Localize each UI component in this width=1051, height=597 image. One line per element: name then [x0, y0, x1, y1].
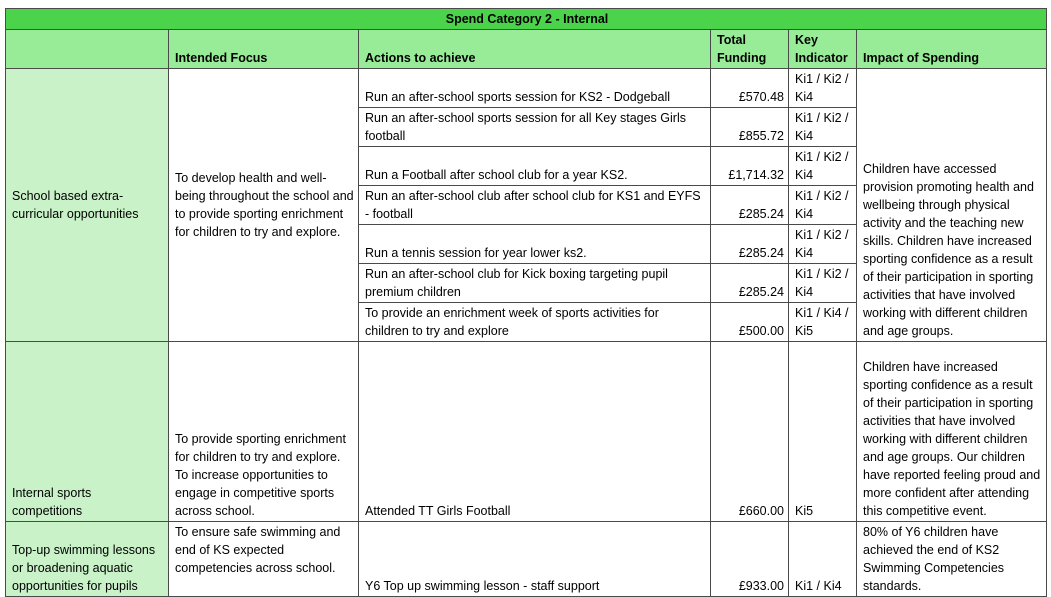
- indicator-cell: Ki5: [789, 342, 857, 522]
- funding-cell: £285.24: [711, 225, 789, 264]
- action-cell: To provide an enrichment week of sports activities for children to try and explore: [359, 303, 711, 342]
- header-impact: Impact of Spending: [857, 30, 1047, 69]
- action-cell: Run an after-school sports session for KS2 - Dodgeball: [359, 69, 711, 108]
- header-category: [6, 30, 169, 69]
- indicator-cell: Ki1 / Ki4: [789, 522, 857, 597]
- indicator-cell: Ki1 / Ki2 / Ki4: [789, 264, 857, 303]
- impact-cell: 80% of Y6 children have achieved the end of KS2 Swimming Competencies standards.: [857, 522, 1047, 597]
- funding-cell: £285.24: [711, 186, 789, 225]
- header-actions: Actions to achieve: [359, 30, 711, 69]
- category-cell: Top-up swimming lessons or broadening aquatic opportunities for pupils: [6, 522, 169, 597]
- indicator-cell: Ki1 / Ki4 / Ki5: [789, 303, 857, 342]
- action-cell: Run an after-school sports session for all Key stages Girls football: [359, 108, 711, 147]
- category-cell: Internal sports competitions: [6, 342, 169, 522]
- category-cell: School based extra-curricular opportunities: [6, 69, 169, 342]
- action-cell: Run a Football after school club for a year KS2.: [359, 147, 711, 186]
- focus-cell: To provide sporting enrichment for children to try and explore. To increase opportunities to engage in competitive sports across school.: [169, 342, 359, 522]
- action-cell: Attended TT Girls Football: [359, 342, 711, 522]
- spend-table: [5, 8, 1047, 597]
- table-row: [6, 522, 1047, 597]
- funding-cell: £933.00: [711, 522, 789, 597]
- indicator-cell: Ki1 / Ki2 / Ki4: [789, 186, 857, 225]
- impact-cell: Children have increased sporting confidence as a result of their participation in sporting activities that have involved working with different children and age groups. Our children have reported feeling proud and more confident after attending this competitive event.: [857, 342, 1047, 522]
- indicator-cell: Ki1 / Ki2 / Ki4: [789, 147, 857, 186]
- action-cell: Y6 Top up swimming lesson - staff support: [359, 522, 711, 597]
- indicator-cell: Ki1 / Ki2 / Ki4: [789, 225, 857, 264]
- focus-cell: To ensure safe swimming and end of KS expected competencies across school.: [169, 522, 359, 597]
- indicator-cell: Ki1 / Ki2 / Ki4: [789, 108, 857, 147]
- table-title: Spend Category 2 - Internal: [6, 9, 1047, 30]
- funding-cell: £500.00: [711, 303, 789, 342]
- action-cell: Run a tennis session for year lower ks2.: [359, 225, 711, 264]
- table-row: [6, 342, 1047, 522]
- funding-cell: £660.00: [711, 342, 789, 522]
- action-cell: Run an after-school club for Kick boxing targeting pupil premium children: [359, 264, 711, 303]
- impact-cell: Children have accessed provision promoting health and wellbeing through physical activity and the teaching new skills. Children have increased sporting confidence as a result of their participation in sporting activities that have involved working with different children and age groups.: [857, 69, 1047, 342]
- header-intended-focus: Intended Focus: [169, 30, 359, 69]
- funding-cell: £285.24: [711, 264, 789, 303]
- funding-cell: £1,714.32: [711, 147, 789, 186]
- focus-cell: To develop health and well-being throughout the school and to provide sporting enrichment for children to try and explore.: [169, 69, 359, 342]
- header-key-indicator: Key Indicator: [789, 30, 857, 69]
- table-row: [6, 69, 1047, 108]
- funding-cell: £570.48: [711, 69, 789, 108]
- action-cell: Run an after-school club after school club for KS1 and EYFS - football: [359, 186, 711, 225]
- funding-cell: £855.72: [711, 108, 789, 147]
- indicator-cell: Ki1 / Ki2 / Ki4: [789, 69, 857, 108]
- header-total-funding: Total Funding: [711, 30, 789, 69]
